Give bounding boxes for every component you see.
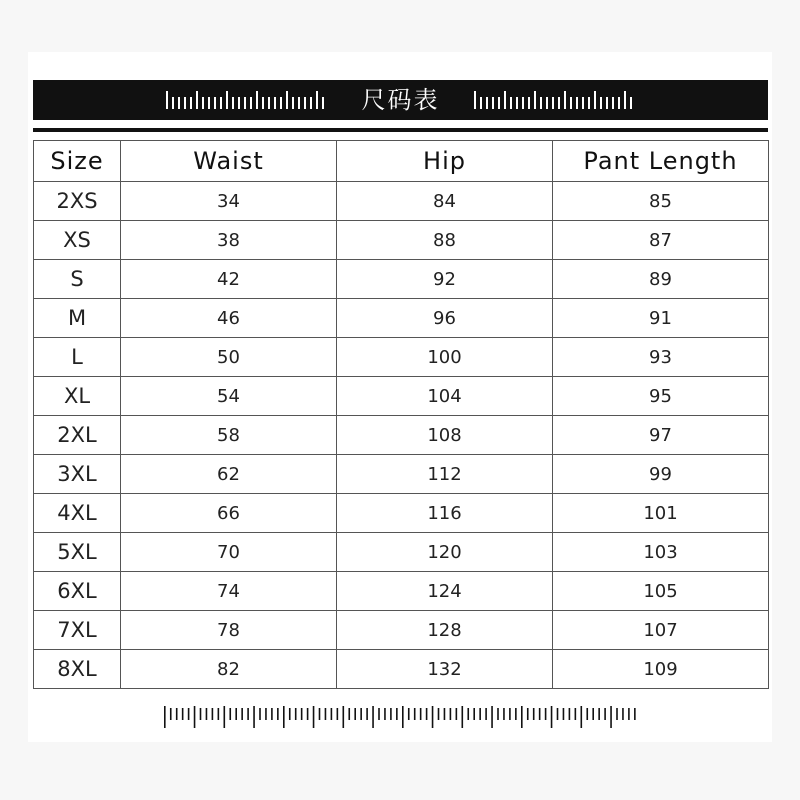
ruler-tick: [612, 97, 614, 109]
ruler-tick: [292, 97, 294, 109]
ruler-tick: [286, 91, 288, 109]
size-cell: 7XL: [34, 611, 121, 650]
ruler-tick: [164, 706, 166, 728]
ruler-tick: [539, 708, 541, 720]
ruler-tick: [492, 97, 494, 109]
ruler-tick: [545, 708, 547, 720]
ruler-tick: [277, 708, 279, 720]
ruler-tick: [170, 708, 172, 720]
ruler-tick: [552, 97, 554, 109]
ruler-tick: [438, 708, 440, 720]
ruler-tick: [208, 97, 210, 109]
ruler-tick: [229, 708, 231, 720]
measurement-cell: 109: [553, 650, 769, 689]
ruler-tick: [521, 706, 523, 728]
ruler-tick: [256, 91, 258, 109]
ruler-icon: [474, 91, 636, 109]
ruler-tick: [503, 708, 505, 720]
measurement-cell: 124: [337, 572, 553, 611]
ruler-tick: [206, 708, 208, 720]
measurement-cell: 120: [337, 533, 553, 572]
ruler-tick: [235, 708, 237, 720]
measurement-cell: 105: [553, 572, 769, 611]
ruler-tick: [527, 708, 529, 720]
ruler-tick: [295, 708, 297, 720]
ruler-tick: [166, 91, 168, 109]
table-row: [34, 260, 769, 299]
ruler-tick: [598, 708, 600, 720]
ruler-tick: [396, 708, 398, 720]
ruler-tick: [224, 706, 226, 728]
measurement-cell: 96: [337, 299, 553, 338]
ruler-tick: [360, 708, 362, 720]
measurement-cell: 107: [553, 611, 769, 650]
ruler-tick: [244, 97, 246, 109]
ruler-tick: [212, 708, 214, 720]
measurement-cell: 38: [121, 221, 337, 260]
ruler-tick: [497, 708, 499, 720]
ruler-tick: [184, 97, 186, 109]
ruler-tick: [575, 708, 577, 720]
measurement-cell: 34: [121, 182, 337, 221]
ruler-tick: [176, 708, 178, 720]
ruler-tick: [474, 91, 476, 109]
ruler-tick: [232, 97, 234, 109]
ruler-tick: [172, 97, 174, 109]
ruler-tick: [604, 708, 606, 720]
measurement-cell: 112: [337, 455, 553, 494]
measurement-cell: 46: [121, 299, 337, 338]
measurement-cell: 116: [337, 494, 553, 533]
ruler-tick: [313, 706, 315, 728]
ruler-tick: [325, 708, 327, 720]
measurement-cell: 99: [553, 455, 769, 494]
ruler-tick: [486, 97, 488, 109]
measurement-cell: 97: [553, 416, 769, 455]
ruler-tick: [190, 97, 192, 109]
ruler-tick: [319, 708, 321, 720]
ruler-tick: [622, 708, 624, 720]
ruler-tick: [348, 708, 350, 720]
column-header-hip: Hip: [337, 141, 553, 182]
ruler-tick: [274, 97, 276, 109]
measurement-cell: 91: [553, 299, 769, 338]
size-cell: 4XL: [34, 494, 121, 533]
column-header-waist: Waist: [121, 141, 337, 182]
table-row: [34, 611, 769, 650]
measurement-cell: 84: [337, 182, 553, 221]
ruler-tick: [354, 708, 356, 720]
ruler-tick: [432, 706, 434, 728]
measurement-cell: 108: [337, 416, 553, 455]
table-row: [34, 416, 769, 455]
ruler-tick: [289, 708, 291, 720]
measurement-cell: 89: [553, 260, 769, 299]
measurement-cell: 92: [337, 260, 553, 299]
size-cell: 3XL: [34, 455, 121, 494]
ruler-tick: [624, 91, 626, 109]
title-banner: [33, 80, 768, 120]
page-title: 尺码表: [361, 86, 440, 114]
ruler-tick: [456, 708, 458, 720]
size-cell: 8XL: [34, 650, 121, 689]
table-row: [34, 338, 769, 377]
ruler-tick: [462, 706, 464, 728]
measurement-cell: 132: [337, 650, 553, 689]
ruler-tick: [259, 708, 261, 720]
table-row: [34, 221, 769, 260]
ruler-tick: [343, 706, 345, 728]
ruler-tick: [564, 91, 566, 109]
measurement-cell: 95: [553, 377, 769, 416]
measurement-cell: 85: [553, 182, 769, 221]
table-row: [34, 533, 769, 572]
size-cell: M: [34, 299, 121, 338]
measurement-cell: 82: [121, 650, 337, 689]
ruler-tick: [271, 708, 273, 720]
ruler-tick: [491, 706, 493, 728]
ruler-tick: [182, 708, 184, 720]
ruler-tick: [241, 708, 243, 720]
table-body: [34, 182, 769, 689]
size-cell: XS: [34, 221, 121, 260]
ruler-tick: [372, 706, 374, 728]
ruler-tick: [262, 97, 264, 109]
ruler-tick: [378, 708, 380, 720]
table-row: [34, 377, 769, 416]
ruler-tick: [510, 97, 512, 109]
ruler-tick: [250, 97, 252, 109]
ruler-tick: [304, 97, 306, 109]
ruler-tick: [310, 97, 312, 109]
table-row: [34, 455, 769, 494]
ruler-tick: [628, 708, 630, 720]
ruler-tick: [498, 97, 500, 109]
ruler-tick: [178, 97, 180, 109]
ruler-tick: [570, 97, 572, 109]
ruler-tick: [238, 97, 240, 109]
divider: [33, 128, 768, 132]
ruler-tick: [390, 708, 392, 720]
measurement-cell: 58: [121, 416, 337, 455]
ruler-tick: [298, 97, 300, 109]
table-row: [34, 650, 769, 689]
ruler-tick: [581, 706, 583, 728]
ruler-tick: [504, 91, 506, 109]
size-cell: 5XL: [34, 533, 121, 572]
measurement-cell: 103: [553, 533, 769, 572]
measurement-cell: 78: [121, 611, 337, 650]
ruler-tick: [557, 708, 559, 720]
ruler-tick: [196, 91, 198, 109]
column-header-size: Size: [34, 141, 121, 182]
ruler-tick: [582, 97, 584, 109]
ruler-tick: [194, 706, 196, 728]
ruler-tick: [450, 708, 452, 720]
table-row: [34, 494, 769, 533]
measurement-cell: 88: [337, 221, 553, 260]
ruler-tick: [307, 708, 309, 720]
ruler-tick: [220, 97, 222, 109]
size-cell: 6XL: [34, 572, 121, 611]
ruler-tick: [528, 97, 530, 109]
ruler-tick: [610, 706, 612, 728]
measurement-cell: 74: [121, 572, 337, 611]
ruler-tick: [337, 708, 339, 720]
ruler-tick: [366, 708, 368, 720]
ruler-tick: [384, 708, 386, 720]
ruler-tick: [247, 708, 249, 720]
table-header-row: [34, 141, 769, 182]
ruler-tick: [551, 706, 553, 728]
measurement-cell: 50: [121, 338, 337, 377]
ruler-tick: [420, 708, 422, 720]
ruler-tick: [268, 97, 270, 109]
size-cell: 2XL: [34, 416, 121, 455]
measurement-cell: 54: [121, 377, 337, 416]
ruler-tick: [253, 706, 255, 728]
table-row: [34, 572, 769, 611]
ruler-tick: [301, 708, 303, 720]
ruler-tick: [618, 97, 620, 109]
ruler-tick: [316, 91, 318, 109]
size-cell: XL: [34, 377, 121, 416]
ruler-tick: [546, 97, 548, 109]
size-table: [33, 140, 769, 689]
ruler-tick: [534, 91, 536, 109]
ruler-tick: [200, 708, 202, 720]
ruler-tick: [569, 708, 571, 720]
ruler-icon: [166, 91, 328, 109]
ruler-tick: [588, 97, 590, 109]
ruler-tick: [616, 708, 618, 720]
measurement-cell: 104: [337, 377, 553, 416]
column-header-pant-length: Pant Length: [553, 141, 769, 182]
ruler-tick: [280, 97, 282, 109]
ruler-tick: [202, 97, 204, 109]
ruler-tick: [331, 708, 333, 720]
ruler-tick: [414, 708, 416, 720]
ruler-tick: [467, 708, 469, 720]
ruler-tick: [576, 97, 578, 109]
ruler-tick: [485, 708, 487, 720]
ruler-tick: [408, 708, 410, 720]
ruler-tick: [479, 708, 481, 720]
table-row: [34, 299, 769, 338]
ruler-tick: [533, 708, 535, 720]
ruler-tick: [426, 708, 428, 720]
ruler-tick: [214, 97, 216, 109]
ruler-tick: [540, 97, 542, 109]
ruler-tick: [402, 706, 404, 728]
ruler-tick: [265, 708, 267, 720]
ruler-tick: [516, 97, 518, 109]
ruler-tick: [586, 708, 588, 720]
measurement-cell: 62: [121, 455, 337, 494]
ruler-tick: [444, 708, 446, 720]
ruler-tick: [594, 91, 596, 109]
ruler-tick: [558, 97, 560, 109]
ruler-tick: [592, 708, 594, 720]
size-cell: L: [34, 338, 121, 377]
ruler-tick: [473, 708, 475, 720]
size-cell: S: [34, 260, 121, 299]
ruler-tick: [630, 97, 632, 109]
ruler-tick: [188, 708, 190, 720]
measurement-cell: 93: [553, 338, 769, 377]
ruler-tick: [509, 708, 511, 720]
ruler-tick: [283, 706, 285, 728]
ruler-tick: [226, 91, 228, 109]
measurement-cell: 66: [121, 494, 337, 533]
ruler-tick: [480, 97, 482, 109]
ruler-tick: [515, 708, 517, 720]
ruler-icon: [163, 704, 638, 730]
ruler-tick: [600, 97, 602, 109]
measurement-cell: 100: [337, 338, 553, 377]
ruler-tick: [563, 708, 565, 720]
ruler-tick: [522, 97, 524, 109]
ruler-tick: [218, 708, 220, 720]
ruler-tick: [606, 97, 608, 109]
measurement-cell: 42: [121, 260, 337, 299]
measurement-cell: 101: [553, 494, 769, 533]
size-cell: 2XS: [34, 182, 121, 221]
measurement-cell: 87: [553, 221, 769, 260]
measurement-cell: 128: [337, 611, 553, 650]
ruler-tick: [322, 97, 324, 109]
measurement-cell: 70: [121, 533, 337, 572]
table-row: [34, 182, 769, 221]
ruler-tick: [634, 708, 636, 720]
